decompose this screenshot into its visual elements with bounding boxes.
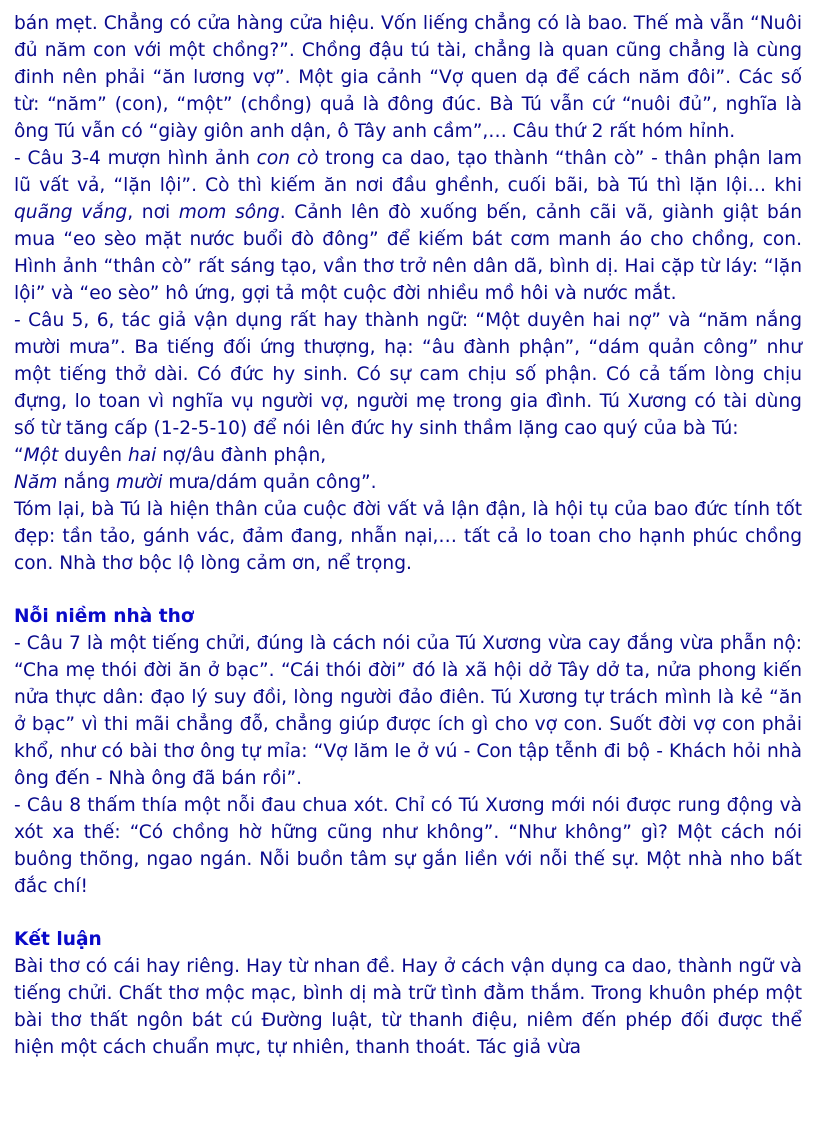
section-spacer (14, 900, 802, 926)
paragraph-cau-8: - Câu 8 thấm thía một nỗi đau chua xót. Chỉ có Tú Xương mới nói được rung động và xót xa thế: “Có chồng hờ hững cũng như không”. “Như không” gì? Một cách nói buông thõng, ngao ngán. Nỗi buồn tâm sự gắn liền với nỗi thế sự. Một nhà nho bất đắc chí! (14, 795, 802, 897)
italic-run: Năm (14, 472, 58, 493)
heading-noi-niem-nha-tho: Nỗi niềm nhà thơ (14, 606, 194, 627)
italic-run: quãng vắng (14, 202, 128, 223)
text-run: trong ca dao, tạo thành “thân cò” - thân phận lam lũ vất vả, “lặn lội”. Cò thì kiếm ăn nơi đầu ghềnh, cuối bãi, bà Tú thì lặn lội… khi (14, 148, 802, 196)
verse-line-2 (14, 469, 802, 496)
paragraph-ba-tu-family: bán mẹt. Chẳng có cửa hàng cửa hiệu. Vốn liếng chẳng có là bao. Thế mà vẫn “Nuôi đủ năm con với một chồng?”. Chồng đậu tú tài, chẳng là quan cũng chẳng là cùng đinh nên phải “ăn lương vợ”. Một gia cảnh “Vợ quen dạ để cách năm đôi”. Các số từ: “năm” (con), “một” (chồng) quả là đông đúc. Bà Tú vẫn cứ “nuôi đủ”, nghĩa là ông Tú vẫn có “giày giôn anh dận, ô Tây anh cầm”,… Câu thứ 2 rất hóm hỉnh. (14, 13, 802, 142)
paragraph-cau-7: - Câu 7 là một tiếng chửi, đúng là cách nói của Tú Xương vừa cay đắng vừa phẫn nộ: “Cha mẹ thói đời ăn ở bạc”. “Cái thói đời” đó là xã hội dở Tây dở ta, nửa phong kiến nửa thực dân: đạo lý suy đồi, lòng người đảo điên. Tú Xương tự trách mình là kẻ “ăn ở bạc” vì thi mãi chẳng đỗ, chẳng giúp được ích gì cho vợ con. Suốt đời vợ con phải khổ, như có bài thơ ông tự mỉa: “Vợ lăm le ở vú - Con tập tễnh đi bộ - Khách hỏi nhà ông đến - Nhà ông đã bán rồi”. (14, 633, 802, 789)
text-run: duyên (58, 445, 128, 466)
italic-run: hai (128, 445, 157, 466)
text-run: nắng (57, 472, 117, 493)
paragraph-tom-lai: Tóm lại, bà Tú là hiện thân của cuộc đời vất vả lận đận, là hội tụ của bao đức tính tốt đẹp: tần tảo, gánh vác, đảm đang, nhẫn nại,… tất cả lo toan cho hạnh phúc chồng con. Nhà thơ bộc lộ lòng cảm ơn, nể trọng. (14, 499, 802, 574)
paragraph-than-co (14, 145, 802, 307)
verse-line-1 (14, 442, 802, 469)
heading-ket-luan: Kết luận (14, 929, 102, 950)
paragraph-thanh-ngu: - Câu 5, 6, tác giả vận dụng rất hay thành ngữ: “Một duyên hai nợ” và “năm nắng mười mưa”. Ba tiếng đối ứng thượng, hạ: “âu đành phận”, “dám quản công” như một tiếng thở dài. Có đức hy sinh. Có sự cam chịu số phận. Có cả tấm lòng chịu đựng, lo toan vì nghĩa vụ người vợ, người mẹ trong gia đình. Tú Xương có tài dùng số từ tăng cấp (1-2-5-10) để nói lên đức hy sinh thầm lặng cao quý của bà Tú: (14, 310, 802, 439)
section-spacer (14, 577, 802, 603)
text-run: , nơi (127, 202, 179, 223)
italic-run: con cò (256, 148, 319, 169)
text-run: nợ/âu đành phận, (156, 445, 327, 466)
document-page (14, 10, 802, 1061)
italic-run: Một (23, 445, 59, 466)
text-run: - Câu 3-4 mượn hình ảnh (14, 148, 257, 169)
text-run: . Cảnh lên đò xuống bến, cảnh cãi vã, giành giật bán mua “eo sèo mặt nước buổi đò đông” để kiếm bát cơm manh áo cho chồng, con. Hình ảnh “thân cò” rất sáng tạo, vần thơ trở nên dân dã, bình dị. Hai cặp từ láy: “lặn lội” và “eo sèo” hô ứng, gợi tả một cuộc đời nhiều mồ hôi và nước mắt. (14, 202, 802, 304)
paragraph-ket-luan: Bài thơ có cái hay riêng. Hay từ nhan đề. Hay ở cách vận dụng ca dao, thành ngữ và tiếng chửi. Chất thơ mộc mạc, bình dị mà trữ tình đằm thắm. Trong khuôn phép một bài thơ thất ngôn bát cú Đường luật, từ thanh điệu, niêm đến phép đối được thể hiện một cách chuẩn mực, tự nhiên, thanh thoát. Tác giả vừa (14, 956, 802, 1058)
italic-run: mười (116, 472, 163, 493)
text-run: mưa/dám quản công”. (162, 472, 377, 493)
italic-run: mom sông (178, 202, 280, 223)
text-run: “ (14, 445, 24, 466)
